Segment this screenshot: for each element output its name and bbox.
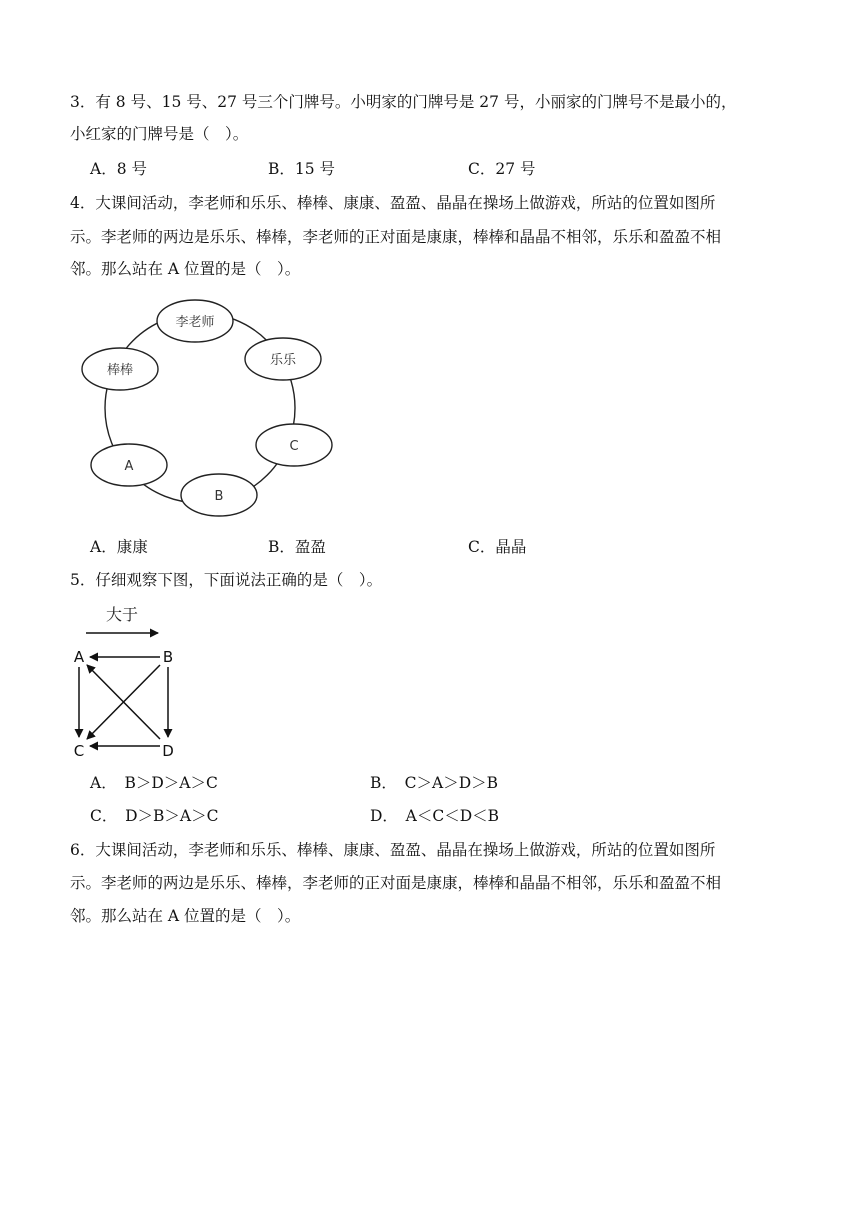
q5-text-line1: 5．仔细观察下图，下面说法正确的是（ ）。 xyxy=(70,571,383,589)
q4-text-line1: 4．大课间活动，李老师和乐乐、棒棒、康康、盈盈、晶晶在操场上做游戏，所站的位置如图所 xyxy=(70,194,716,212)
node-d: D xyxy=(162,742,174,760)
q4-option-c: C．晶晶 xyxy=(468,538,527,556)
q3-option-b: B．15 号 xyxy=(268,160,336,178)
q4-option-a: A．康康 xyxy=(90,538,148,556)
position-lele xyxy=(245,338,321,380)
position-c xyxy=(256,424,332,466)
svg-text:C: C xyxy=(289,439,299,454)
svg-text:棒棒: 棒棒 xyxy=(106,363,134,378)
q5-option-d: D． A＜C＜D＜B xyxy=(370,807,500,825)
q4-option-b: B．盈盈 xyxy=(268,538,326,556)
svg-text:乐乐: 乐乐 xyxy=(269,353,297,368)
node-c: C xyxy=(73,742,85,760)
node-b: B xyxy=(162,648,174,666)
q5-option-b: B． C＞A＞D＞B xyxy=(370,774,499,792)
q4-text-line3: 邻。那么站在 A 位置的是（ ）。 xyxy=(70,260,301,278)
q3-text-line2: 小红家的门牌号是（ ）。 xyxy=(70,125,249,143)
q4-text-line2: 示。李老师的两边是乐乐、棒棒，李老师的正对面是康康，棒棒和晶晶不相邻，乐乐和盈盈不相 xyxy=(70,228,722,246)
q3-text-line1: 3．有 8 号、15 号、27 号三个门牌号。小明家的门牌号是 27 号，小丽家的门牌号不是最小的， xyxy=(70,93,737,111)
position-a xyxy=(91,444,167,486)
q6-text-line2: 示。李老师的两边是乐乐、棒棒，李老师的正对面是康康，棒棒和晶晶不相邻，乐乐和盈盈不相 xyxy=(70,874,722,892)
q6-text-line1: 6．大课间活动，李老师和乐乐、棒棒、康康、盈盈、晶晶在操场上做游戏，所站的位置如图所 xyxy=(70,841,716,859)
position-bangbang xyxy=(82,348,158,390)
q3-option-a: A．8 号 xyxy=(90,160,147,178)
comparison-arrow-diagram xyxy=(66,600,186,765)
position-b xyxy=(181,474,257,516)
svg-text:李老师: 李老师 xyxy=(175,315,215,330)
legend-label: 大于 xyxy=(105,605,139,624)
circle-arrangement-diagram xyxy=(70,290,350,530)
q6-text-line3: 邻。那么站在 A 位置的是（ ）。 xyxy=(70,907,301,925)
position-teacher xyxy=(157,300,233,342)
svg-text:A: A xyxy=(124,459,134,474)
svg-text:B: B xyxy=(214,489,224,504)
q5-option-c: C． D＞B＞A＞C xyxy=(90,807,219,825)
q3-option-c: C．27 号 xyxy=(468,160,536,178)
q5-option-a: A． B＞D＞A＞C xyxy=(90,774,218,792)
node-a: A xyxy=(73,648,85,666)
